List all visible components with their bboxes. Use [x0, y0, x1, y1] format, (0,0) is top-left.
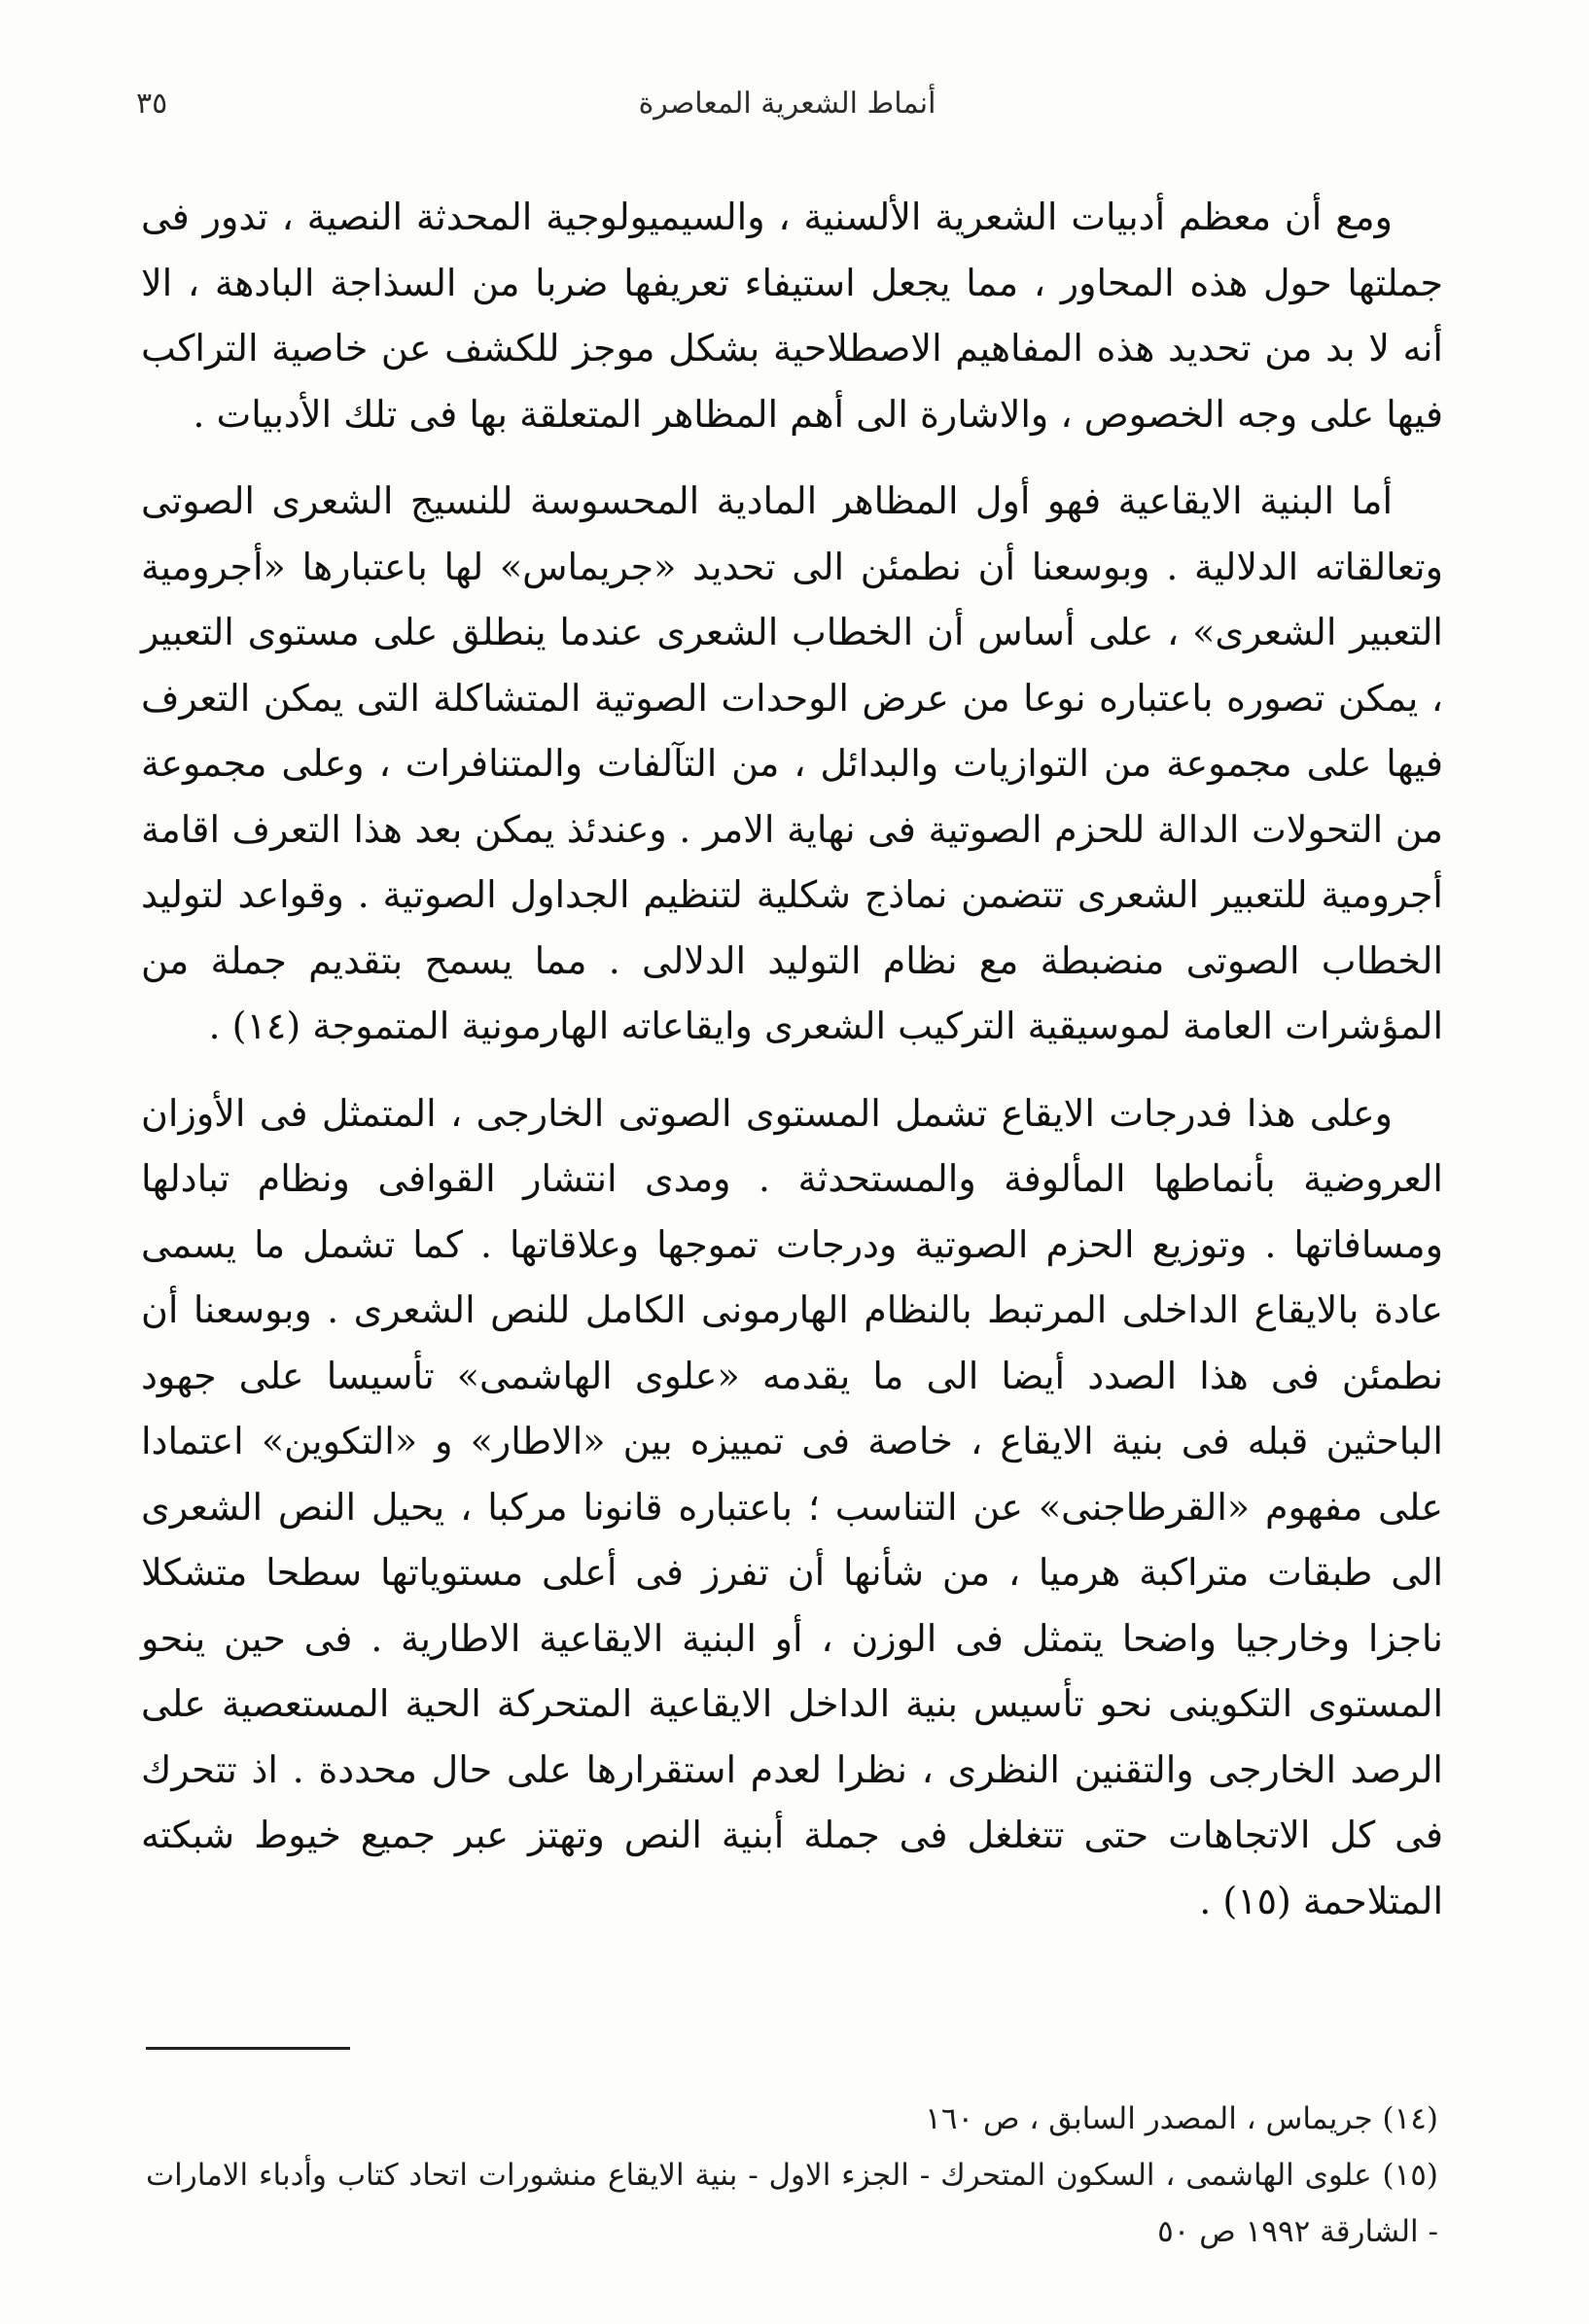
page-header	[136, 80, 1438, 128]
page-number: ٣٥	[136, 87, 168, 121]
footnotes	[146, 2091, 1438, 2260]
running-title: أنماط الشعرية المعاصرة	[638, 87, 936, 121]
footnote-14: (١٤) جريماس ، المصدر السابق ، ص ١٦٠	[925, 2101, 1438, 2136]
body-text	[141, 185, 1443, 1955]
footnote-divider	[146, 2047, 350, 2050]
paragraph-2: أما البنية الايقاعية فهو أول المظاهر المادية المحسوسة للنسيج الشعرى الصوتى وتعالقاته الدلالية . وبوسعنا أن نطمئن الى تحديد «جريماس» لها باعتبارها «أجرومية التعبير الشعرى» ، على أساس أن الخطاب الشعرى عندما ينطلق على مستوى التعبير ، يمكن تصوره باعتباره نوعا من عرض الوحدات الصوتية المتشاكلة التى يمكن التعرف فيها على مجموعة من التوازيات والبدائل ، من التآلفات والمتنافرات ، وعلى مجموعة من التحولات الدالة للحزم الصوتية فى نهاية الامر . وعندئذ يمكن بعد هذا التعرف اقامة أجرومية للتعبير الشعرى تتضمن نماذج شكلية لتنظيم الجداول الصوتية . وقواعد لتوليد الخطاب الصوتى منضبطة مع نظام التوليد الدلالى . مما يسمح بتقديم جملة من المؤشرات العامة لموسيقية التركيب الشعرى وايقاعاته الهارمونية المتموجة (١٤) .	[141, 479, 1443, 1047]
footnote-15: (١٥) علوى الهاشمى ، السكون المتحرك - الجزء الاول - بنية الايقاع منشورات اتحاد كتاب وأدباء الامارات - الشارقة ١٩٩٢ ص ٥٠	[146, 2158, 1438, 2249]
paragraph-3: وعلى هذا فدرجات الايقاع تشمل المستوى الصوتى الخارجى ، المتمثل فى الأوزان العروضية بأنماطها المألوفة والمستحدثة . ومدى انتشار القوافى ونظام تبادلها ومسافاتها . وتوزيع الحزم الصوتية ودرجات تموجها وعلاقاتها . كما تشمل ما يسمى عادة بالايقاع الداخلى المرتبط بالنظام الهارمونى الكامل للنص الشعرى . وبوسعنا أن نطمئن فى هذا الصدد أيضا الى ما يقدمه «علوى الهاشمى» تأسيسا على جهود الباحثين قبله فى بنية الايقاع ، خاصة فى تمييزه بين «الاطار» و «التكوين» اعتمادا على مفهوم «القرطاجنى» عن التناسب ؛ باعتباره قانونا مركبا ، يحيل النص الشعرى الى طبقات متراكبة هرميا ، من شأنها أن تفرز فى أعلى مستوياتها سطحا متشكلا ناجزا وخارجيا واضحا يتمثل فى الوزن ، أو البنية الايقاعية الاطارية . فى حين ينحو المستوى التكوينى نحو تأسيس بنية الداخل الايقاعية المتحركة الحية المستعصية على الرصد الخارجى والتقنين النظرى ، نظرا لعدم استقرارها على حال محددة . اذ تتحرك فى كل الاتجاهات حتى تتغلغل فى جملة أبنية النص وتهتز عبر جميع خيوط شبكته المتلاحمة (١٥) .	[141, 1091, 1443, 1922]
paragraph-1: ومع أن معظم أدبيات الشعرية الألسنية ، والسيميولوجية المحدثة النصية ، تدور فى جملتها حول هذه المحاور ، مما يجعل استيفاء تعريفها ضربا من السذاجة البادهة ، الا أنه لا بد من تحديد هذه المفاهيم الاصطلاحية بشكل موجز للكشف عن خاصية التراكب فيها على وجه الخصوص ، والاشارة الى أهم المظاهر المتعلقة بها فى تلك الأدبيات .	[141, 195, 1443, 436]
